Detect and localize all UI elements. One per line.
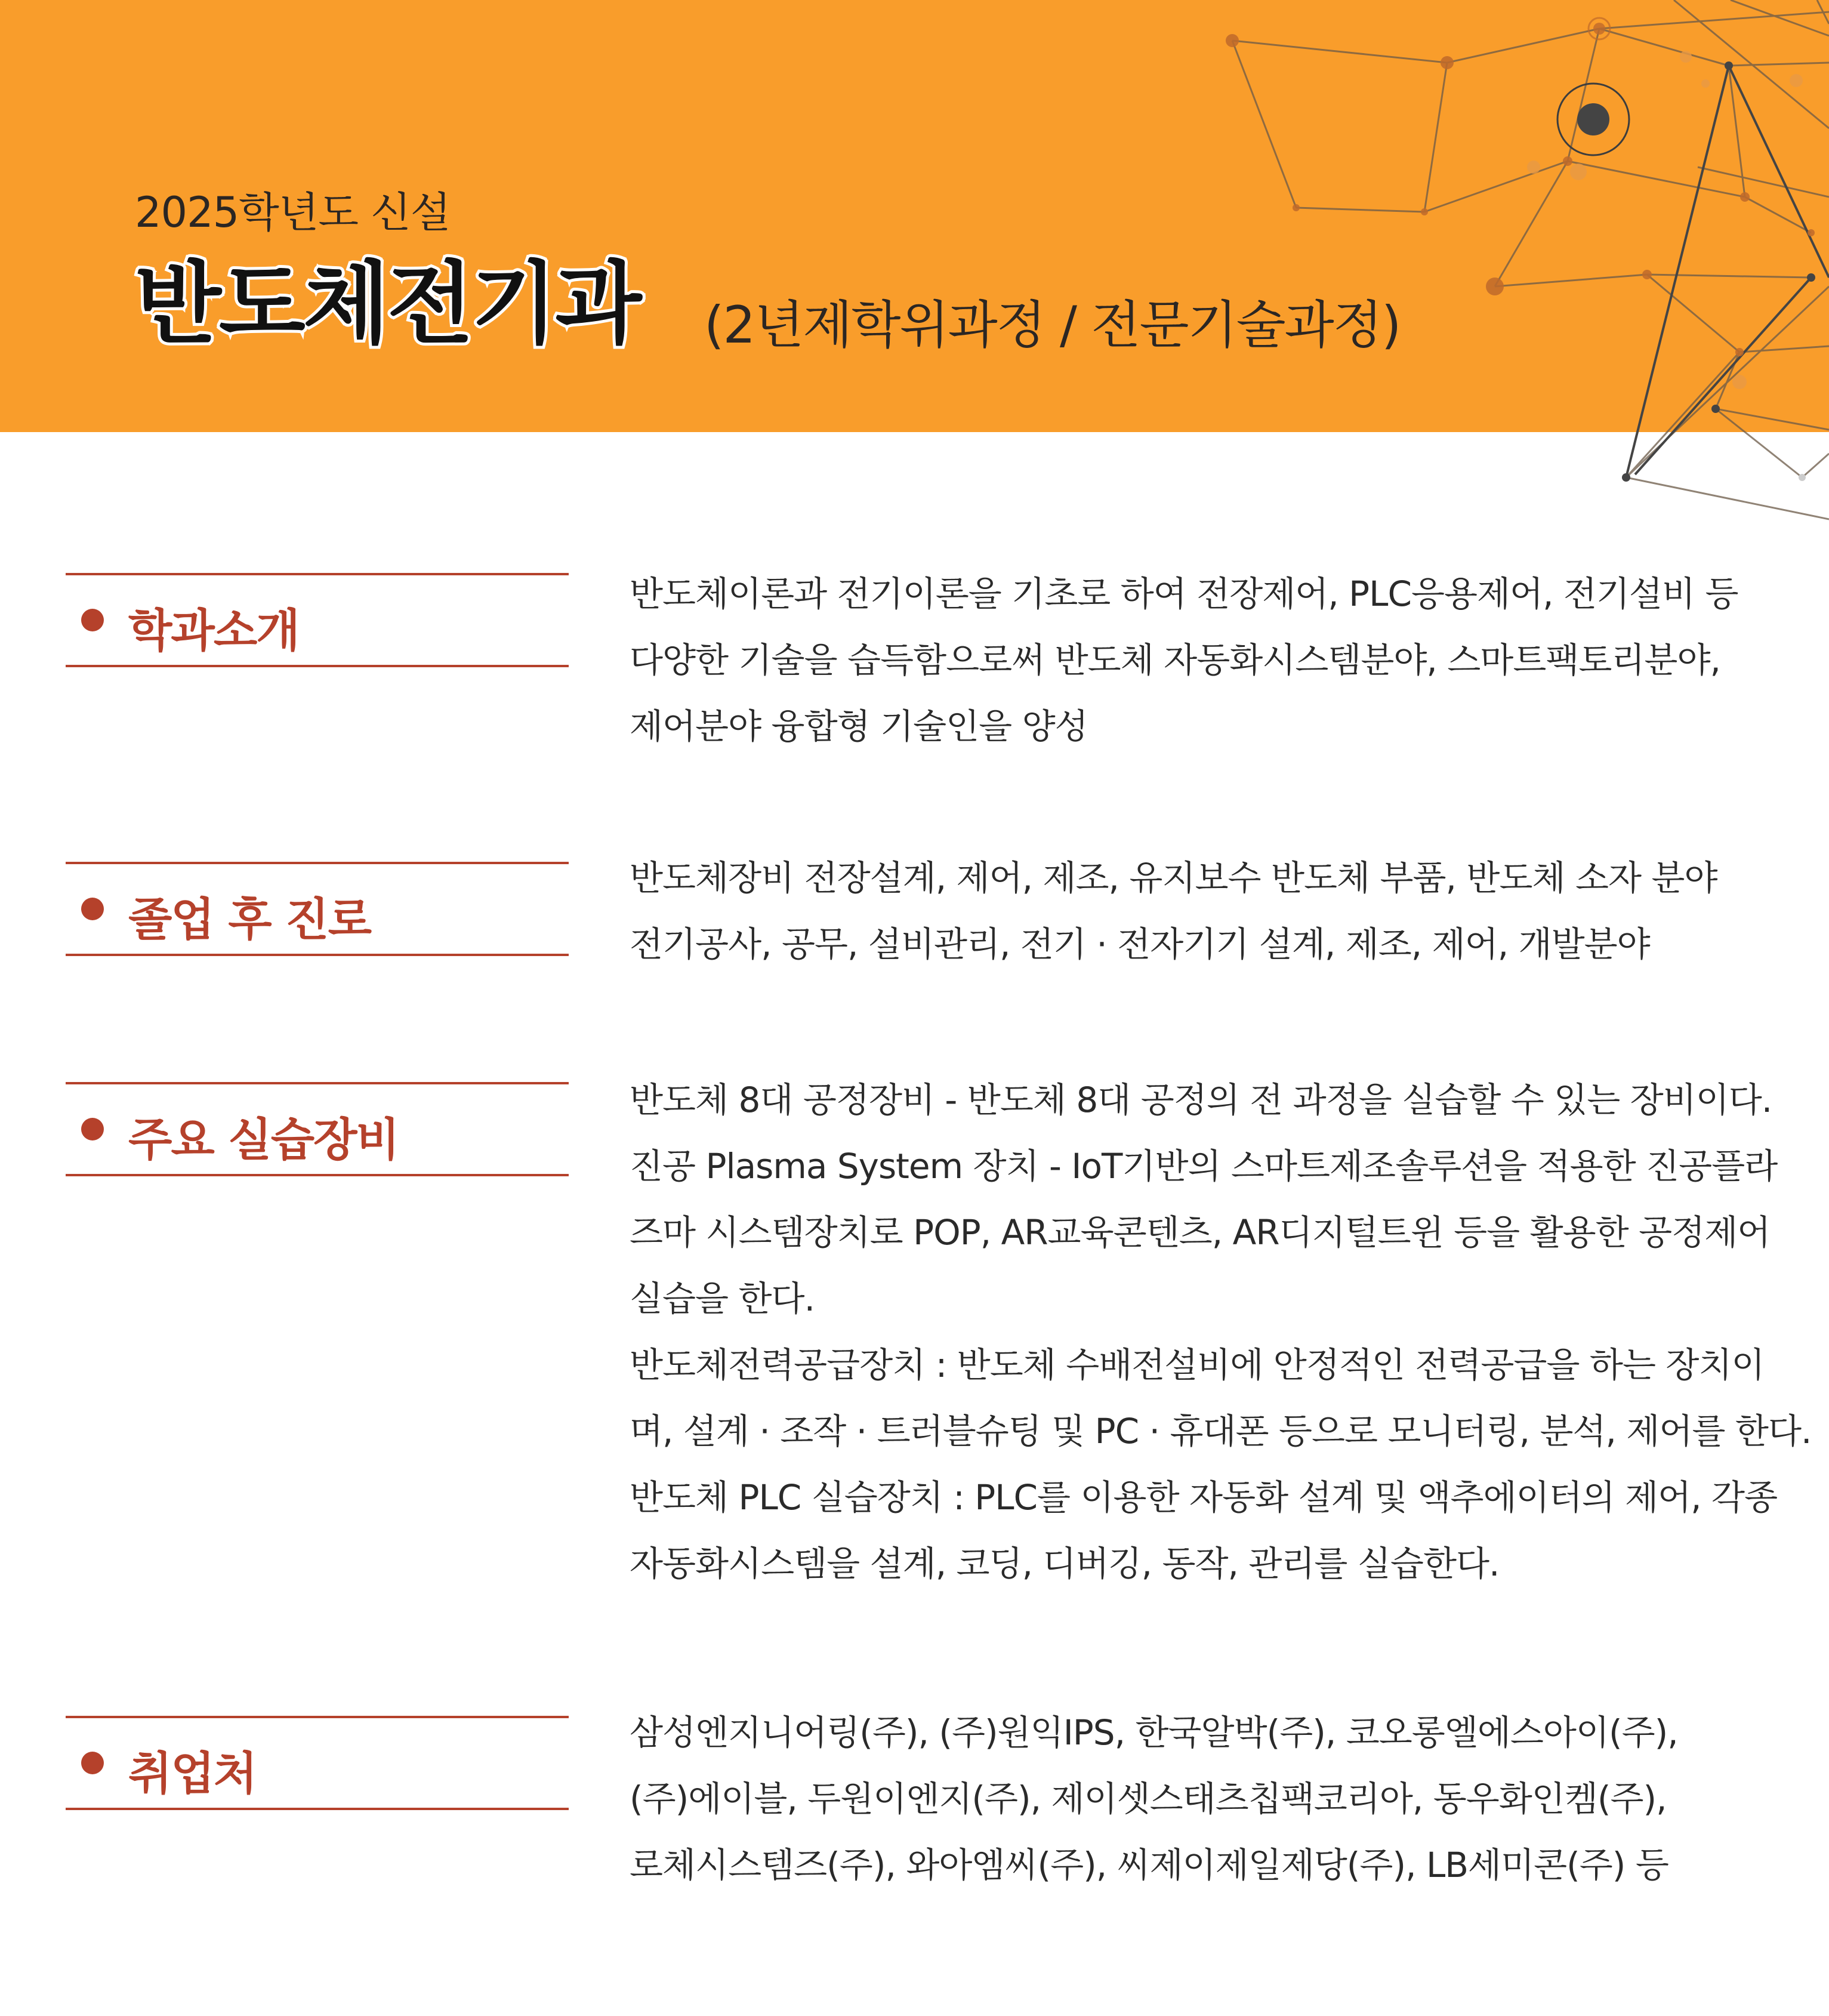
body-line: 반도체전력공급장치 : 반도체 수배전설비에 안정적인 전력공급을 하는 장치이	[630, 1345, 1765, 1385]
section-header	[66, 573, 569, 667]
body-line: 전기공사, 공무, 설비관리, 전기 · 전자기기 설계, 제조, 제어, 개발분야	[630, 924, 1650, 964]
bullet-icon	[81, 898, 104, 920]
section-body	[630, 1700, 1763, 1898]
section-header	[66, 1716, 569, 1810]
page-title: 반도체전기과	[135, 252, 640, 356]
year-line: 2025학년도 신설	[135, 188, 451, 237]
section-body	[630, 561, 1763, 760]
body-line: 반도체 8대 공정장비 - 반도체 8대 공정의 전 과정을 실습할 수 있는 장비이다.	[630, 1080, 1772, 1120]
body-line: 삼성엔지니어링(주), (주)원익IPS, 한국알박(주), 코오롱엘에스아이(주),	[630, 1712, 1678, 1753]
body-line: (주)에이블, 두원이엔지(주), 제이셋스태츠칩팩코리아, 동우화인켐(주),	[630, 1778, 1667, 1819]
section-title: 학과소개	[128, 604, 299, 657]
section-body	[630, 845, 1763, 978]
section-title: 주요 실습장비	[128, 1113, 399, 1166]
section-title: 취업처	[128, 1747, 257, 1800]
body-line: 반도체 PLC 실습장치 : PLC를 이용한 자동화 설계 및 액추에이터의 제어, 각종	[630, 1477, 1778, 1518]
program-subtitle: (2년제학위과정 / 전문기술과정)	[704, 295, 1401, 355]
bullet-icon	[81, 1752, 104, 1774]
body-line: 다양한 기술을 습득함으로써 반도체 자동화시스템분야, 스마트팩토리분야,	[630, 640, 1720, 680]
bullet-icon	[81, 609, 104, 631]
body-line: 실습을 한다.	[630, 1278, 815, 1319]
body-line: 반도체장비 전장설계, 제어, 제조, 유지보수 반도체 부품, 반도체 소자 분야	[630, 858, 1717, 898]
network-graphic-decoration	[1182, 0, 1829, 525]
body-line: 로체시스템즈(주), 와아엠씨(주), 씨제이제일제당(주), LB세미콘(주) 등	[630, 1845, 1668, 1885]
body-line: 진공 Plasma System 장치 - IoT기반의 스마트제조솔루션을 적용한 진공플라	[630, 1146, 1778, 1186]
body-line: 며, 설계 · 조작 · 트러블슈팅 및 PC · 휴대폰 등으로 모니터링, 분석, 제어를 한다.	[630, 1411, 1812, 1451]
body-line: 자동화시스템을 설계, 코딩, 디버깅, 동작, 관리를 실습한다.	[630, 1543, 1500, 1584]
section-title: 졸업 후 진로	[128, 893, 371, 946]
bullet-icon	[81, 1118, 104, 1140]
section-header	[66, 862, 569, 956]
body-line: 즈마 시스템장치로 POP, AR교육콘텐츠, AR디지털트윈 등을 활용한 공정제어	[630, 1212, 1771, 1253]
section-header	[66, 1082, 569, 1176]
body-line: 반도체이론과 전기이론을 기초로 하여 전장제어, PLC응용제어, 전기설비 등	[630, 574, 1738, 614]
body-line: 제어분야 융합형 기술인을 양성	[630, 706, 1088, 747]
section-body	[630, 1067, 1812, 1597]
